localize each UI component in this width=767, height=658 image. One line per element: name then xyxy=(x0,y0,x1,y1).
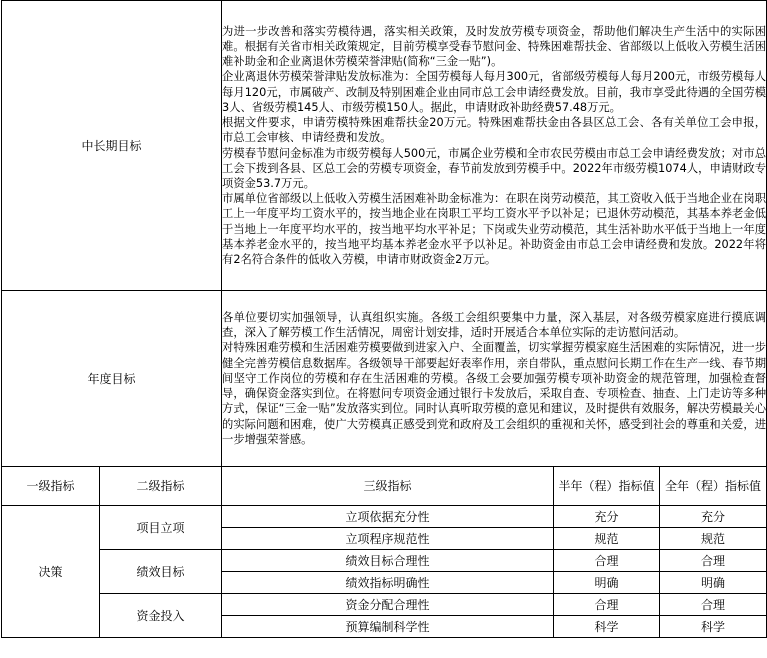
table-row xyxy=(2,594,767,616)
mid-long-term-row xyxy=(2,1,767,291)
level2-performance-target: 绩效目标 xyxy=(100,550,222,594)
annual-paragraph-2: 对特殊困难劳模和生活困难劳模要做到进家入户、全面覆盖，切实掌握劳模家庭生活困难的实际情况，进一步健全完善劳模信息数据库。各级领导干部要起好表率作用，亲自带队，重点慰问长期工作在生产一线、春节期间坚守工作岗位的劳模和存在生活困难的劳模。各级工会要加强劳模专项补助资金的规范管理，加强检查督导，确保资金落实到位。在将慰问专项资金通过银行卡发放后，采取自查、专项检查、抽查、上门走访等多种方式，保证“三金一贴”发放落实到位。同时认真听取劳模的意见和建议，及时提供有效服务，解决劳模最关心的实际问题和困难，使广大劳模真正感受到党和政府及工会组织的重视和关怀，感受到社会的尊重和关爱，进一步增强荣誉感。 xyxy=(222,341,767,446)
annual-paragraph-1: 各单位要切实加强领导，认真组织实施。各级工会组织要集中力量，深入基层，对各级劳模家庭进行摸底调查，深入了解劳模工作生活情况，周密计划安排，适时开展适合本单位实际的走访慰问活动。 xyxy=(222,311,767,340)
half-year-value: 充分 xyxy=(554,506,660,528)
full-year-value: 合理 xyxy=(660,594,767,616)
level3-cell: 绩效指标明确性 xyxy=(222,572,554,594)
level3-cell: 资金分配合理性 xyxy=(222,594,554,616)
mid-long-paragraph-2: 企业离退休劳模荣誉津贴发放标准为：全国劳模每人每月300元，省部级劳模每人每月200元，市级劳模每人每月120元，市属破产、改制及特别困难企业由同市总工会申请经费发放。目前，我市享受此待遇的全国劳模3人、省级劳模145人、市级劳模150人。据此，申请财政补助经费57.48万元。 xyxy=(222,70,767,114)
annual-row xyxy=(2,291,767,467)
level3-cell: 预算编制科学性 xyxy=(222,616,554,638)
half-year-value: 合理 xyxy=(554,594,660,616)
full-year-value: 规范 xyxy=(660,528,767,550)
full-year-value: 科学 xyxy=(660,616,767,638)
half-year-value: 合理 xyxy=(554,550,660,572)
full-year-value: 合理 xyxy=(660,550,767,572)
table-row xyxy=(2,550,767,572)
header-level2: 二级指标 xyxy=(100,467,222,506)
mid-long-paragraph-3: 根据文件要求，申请劳模特殊困难帮扶金20万元。特殊困难帮扶金由各县区总工会、各有关单位工会申报，市总工会审核、申请经费和发放。 xyxy=(222,116,767,145)
header-half-year: 半年（程）指标值 xyxy=(554,467,660,506)
mid-long-paragraph-1: 为进一步改善和落实劳模待遇，落实相关政策，及时发放劳模专项资金，帮助他们解决生产生活中的实际困难。根据有关省市相关政策规定，目前劳模享受春节慰问金、特殊困难帮扶金、省部级以上低收入劳模生活困难补助金和企业离退休劳模荣誉津贴(简称“三金一贴”)。 xyxy=(222,24,767,69)
header-level3: 三级指标 xyxy=(222,467,554,506)
mid-long-term-content xyxy=(222,1,767,291)
mid-long-term-label: 中长期目标 xyxy=(2,1,222,291)
annual-label: 年度目标 xyxy=(2,291,222,467)
table-row xyxy=(2,506,767,528)
half-year-value: 规范 xyxy=(554,528,660,550)
level2-fund-input: 资金投入 xyxy=(100,594,222,638)
half-year-value: 明确 xyxy=(554,572,660,594)
half-year-value: 科学 xyxy=(554,616,660,638)
level3-cell: 绩效目标合理性 xyxy=(222,550,554,572)
level3-cell: 立项程序规范性 xyxy=(222,528,554,550)
full-year-value: 充分 xyxy=(660,506,767,528)
level1-decision: 决策 xyxy=(2,506,100,638)
indicator-header-row xyxy=(2,467,767,506)
header-full-year: 全年（程）指标值 xyxy=(660,467,767,506)
level2-project-approval: 项目立项 xyxy=(100,506,222,550)
mid-long-paragraph-5: 市属单位省部级以上低收入劳模生活困难补助金标准为：在职在岗劳动模范，其工资收入低于当地企业在岗职工上一年度平均工资水平的，按当地企业在岗职工平均工资水平予以补足；已退休劳动模范，其基本养老金低于当地上一年度平均水平的，按当地平均水平补足；下岗或失业劳动模范，其生活补助水平低于当地上一年度基本养老金水平的，按当地平均基本养老金水平予以补足。补助资金由市总工会申请经费和发放。2022年将有2名符合条件的低收入劳模，申请市财政资金2万元。 xyxy=(222,192,767,266)
full-year-value: 明确 xyxy=(660,572,767,594)
mid-long-paragraph-4: 劳模春节慰问金标准为市级劳模每人500元，市属企业劳模和全市农民劳模由市总工会申请经费发放；对市总工会下拨到各县、区总工会的劳模专项资金，春节前发放到劳模手中。2022年市级劳模1074人，申请财政专项资金53.7万元。 xyxy=(222,146,767,190)
performance-target-table xyxy=(1,0,767,638)
annual-content xyxy=(222,291,767,467)
header-level1: 一级指标 xyxy=(2,467,100,506)
level3-cell: 立项依据充分性 xyxy=(222,506,554,528)
